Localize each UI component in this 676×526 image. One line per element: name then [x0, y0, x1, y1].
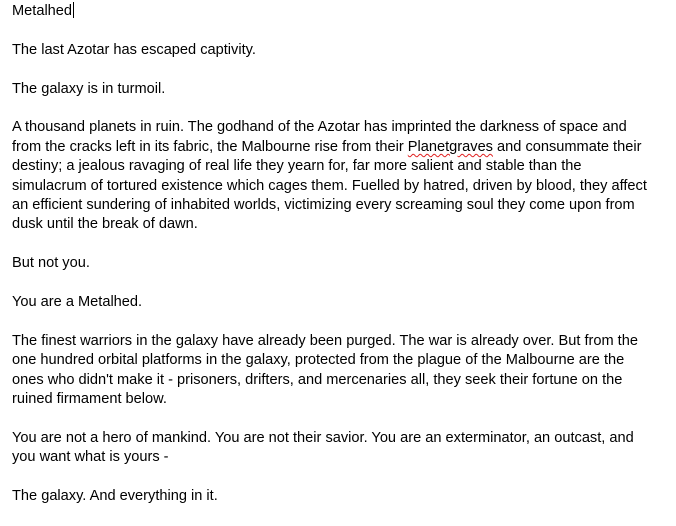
paragraph-3 [12, 118, 652, 234]
misspelled-word[interactable]: Planetgraves [407, 138, 493, 155]
document-title-line[interactable] [12, 2, 652, 21]
paragraph-7: You are not a hero of mankind. You are not their savior. You are an exterminator, an outcast, and you want what is yours - [12, 429, 634, 466]
document-title: Metalhed [12, 3, 73, 19]
paragraph-8: The galaxy. And everything in it. [12, 488, 218, 505]
paragraph-3-start: A thousand planets in ruin. The godhand of the Azotar has imprinted the darkness of space and from the cracks left in its fabric, the Malbourne rise from their [12, 119, 627, 155]
paragraph-4: But not you. [12, 255, 90, 272]
document-body[interactable] [12, 2, 652, 526]
paragraph-3-end: and consummate their destiny; a jealous ravaging of real life they yearn for, far more salient and stable than the simulacrum of tortured existence which cages them. Fuelled by hatred, driven by blood, they affect an efficient sundering of inhabited worlds, victimizing every screaming soul they come upon from dusk until the break of dawn. [12, 138, 647, 233]
paragraph-2: The galaxy is in turmoil. [12, 80, 166, 97]
paragraph-1: The last Azotar has escaped captivity. [12, 41, 256, 58]
text-cursor [73, 2, 74, 18]
paragraph-5: You are a Metalhed. [12, 294, 143, 311]
paragraph-6: The finest warriors in the galaxy have already been purged. The war is already over. But from the one hundred orbital platforms in the galaxy, protected from the plague of the Malbourne are the ones who didn't make it - prisoners, drifters, and mercenaries all, they seek their fortune on the ruined firmament below. [12, 332, 638, 408]
